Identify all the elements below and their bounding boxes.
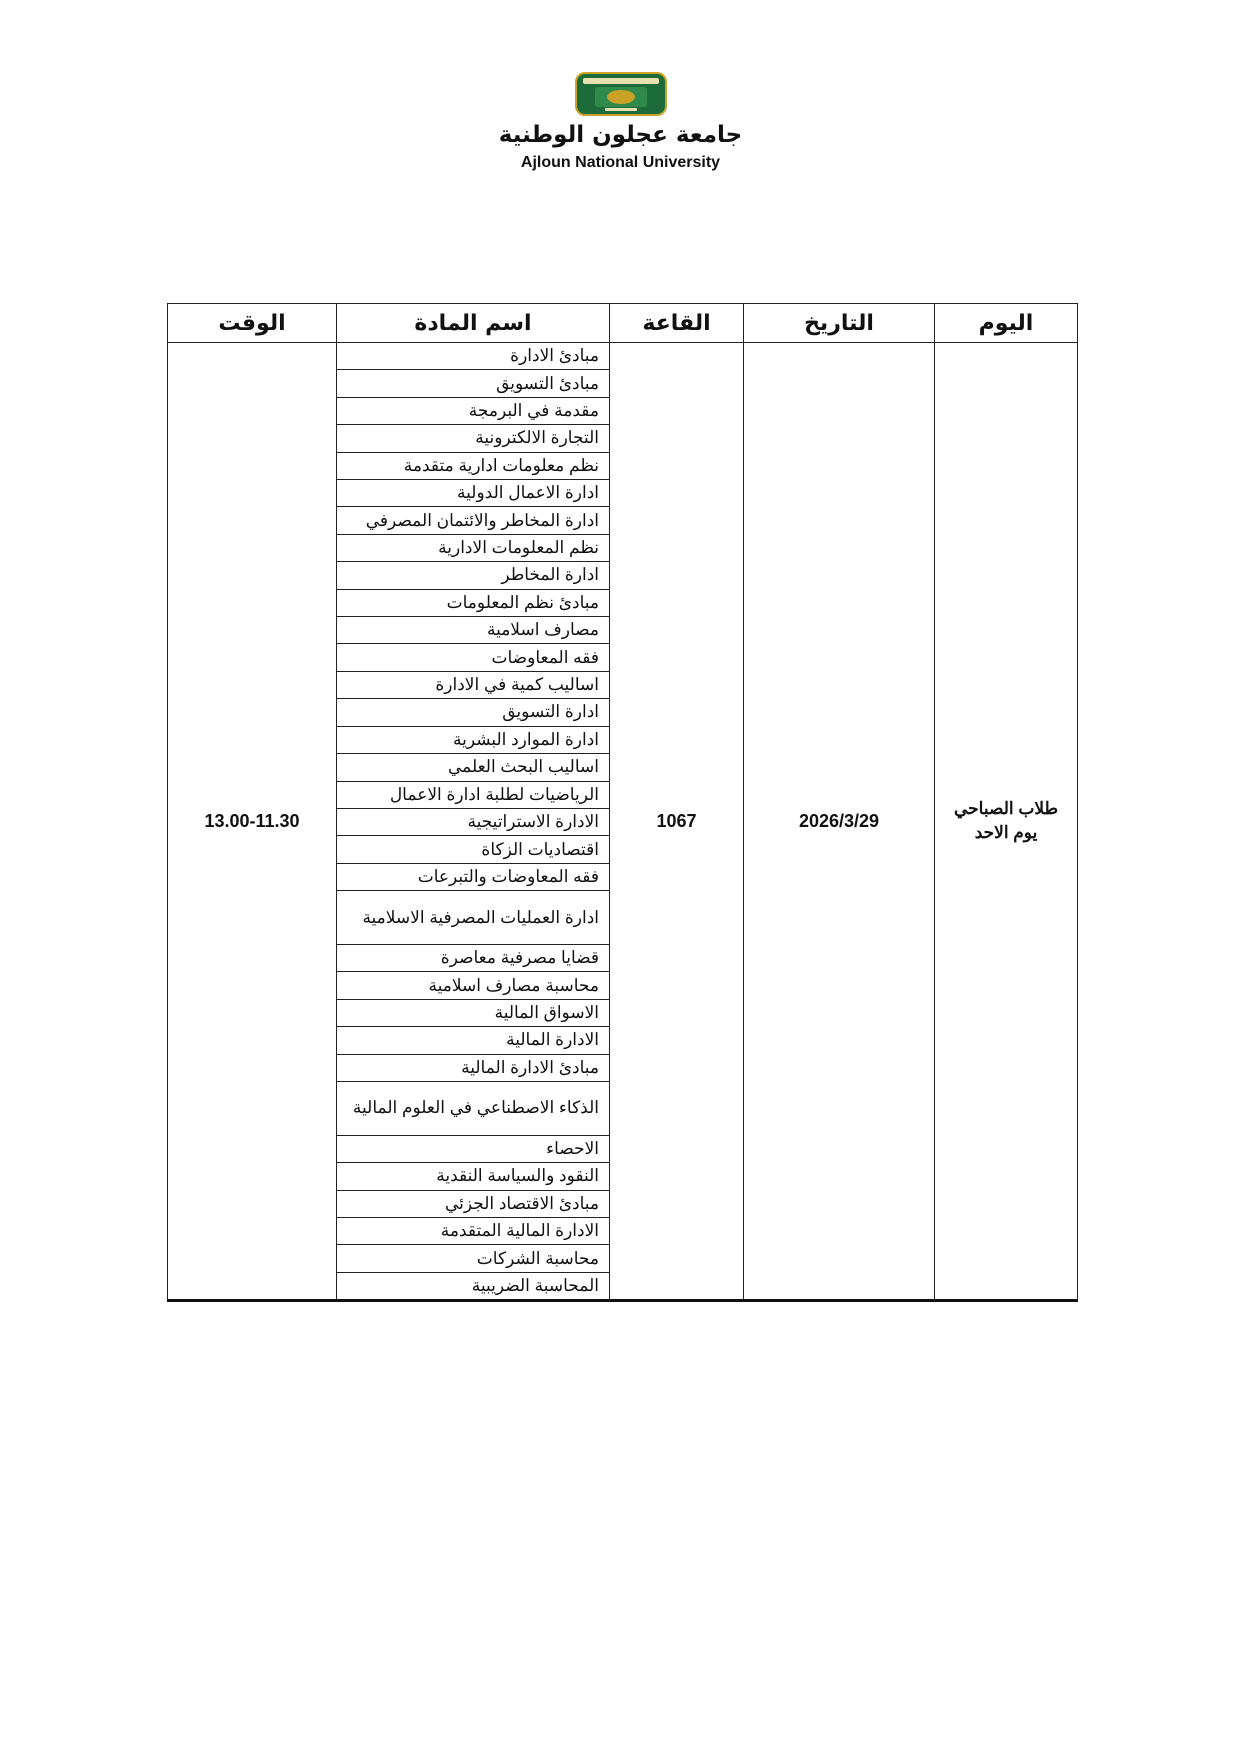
course-item: مبادئ التسويق	[337, 370, 609, 397]
course-item: النقود والسياسة النقدية	[337, 1163, 609, 1190]
course-item: ادارة المخاطر والائتمان المصرفي	[337, 507, 609, 534]
course-item: مبادئ الاقتصاد الجزئي	[337, 1191, 609, 1218]
course-item: الادارة الاستراتيجية	[337, 809, 609, 836]
course-item: محاسبة مصارف اسلامية	[337, 972, 609, 999]
course-item: ادارة المخاطر	[337, 562, 609, 589]
university-name-english: Ajloun National University	[520, 154, 721, 171]
course-item: الذكاء الاصطناعي في العلوم المالية	[337, 1082, 609, 1136]
course-item: الاحصاء	[337, 1136, 609, 1163]
university-name-arabic: جامعة عجلون الوطنية	[498, 122, 743, 148]
course-item: المحاسبة الضريبية	[471, 1275, 599, 1295]
column-header-course: اسم المادة	[337, 304, 610, 343]
course-list	[337, 343, 609, 1299]
course-item: الادارة المالية	[337, 1027, 609, 1054]
column-header-day: اليوم	[935, 304, 1078, 343]
table-header-row	[168, 304, 1078, 343]
course-item: الاسواق المالية	[337, 1000, 609, 1027]
course-item: ادارة الموارد البشرية	[337, 727, 609, 754]
course-item: التجارة الالكترونية	[337, 425, 609, 452]
course-item: اساليب كمية في الادارة	[337, 672, 609, 699]
university-logo	[575, 72, 667, 116]
date-cell: 2026/3/29	[744, 343, 935, 1301]
course-item: نظم معلومات ادارية متقدمة	[337, 453, 609, 480]
room-cell: 1067	[610, 343, 744, 1301]
course-item: نظم المعلومات الادارية	[337, 535, 609, 562]
course-item: ادارة الاعمال الدولية	[337, 480, 609, 507]
course-item: الادارة المالية المتقدمة	[337, 1218, 609, 1245]
course-item: محاسبة الشركات	[337, 1245, 609, 1272]
course-item: مبادئ الادارة	[337, 343, 609, 370]
day-line-students: طلاب الصباحي	[953, 799, 1059, 818]
table-row	[168, 343, 1078, 1301]
course-item: مبادئ نظم المعلومات	[337, 590, 609, 617]
column-header-date: التاريخ	[744, 304, 935, 343]
day-cell	[935, 343, 1078, 1301]
course-item: اقتصاديات الزكاة	[337, 836, 609, 863]
course-list-cell	[337, 343, 610, 1301]
course-item: ادارة التسويق	[337, 699, 609, 726]
course-item: فقه المعاوضات	[337, 644, 609, 671]
time-cell: 13.00-11.30	[168, 343, 337, 1301]
course-item: ادارة العمليات المصرفية الاسلامية	[337, 891, 609, 945]
course-item: الرياضيات لطلبة ادارة الاعمال	[337, 782, 609, 809]
course-item: مقدمة في البرمجة	[337, 398, 609, 425]
column-header-room: القاعة	[610, 304, 744, 343]
document-header	[0, 72, 1241, 172]
day-line-weekday: يوم الاحد	[974, 823, 1038, 842]
exam-schedule-table	[167, 303, 1078, 1302]
course-item: اساليب البحث العلمي	[337, 754, 609, 781]
course-item: قضايا مصرفية معاصرة	[337, 945, 609, 972]
course-item: مصارف اسلامية	[337, 617, 609, 644]
column-header-time: الوقت	[168, 304, 337, 343]
course-item: فقه المعاوضات والتبرعات	[337, 864, 609, 891]
course-item: مبادئ الادارة المالية	[337, 1055, 609, 1082]
